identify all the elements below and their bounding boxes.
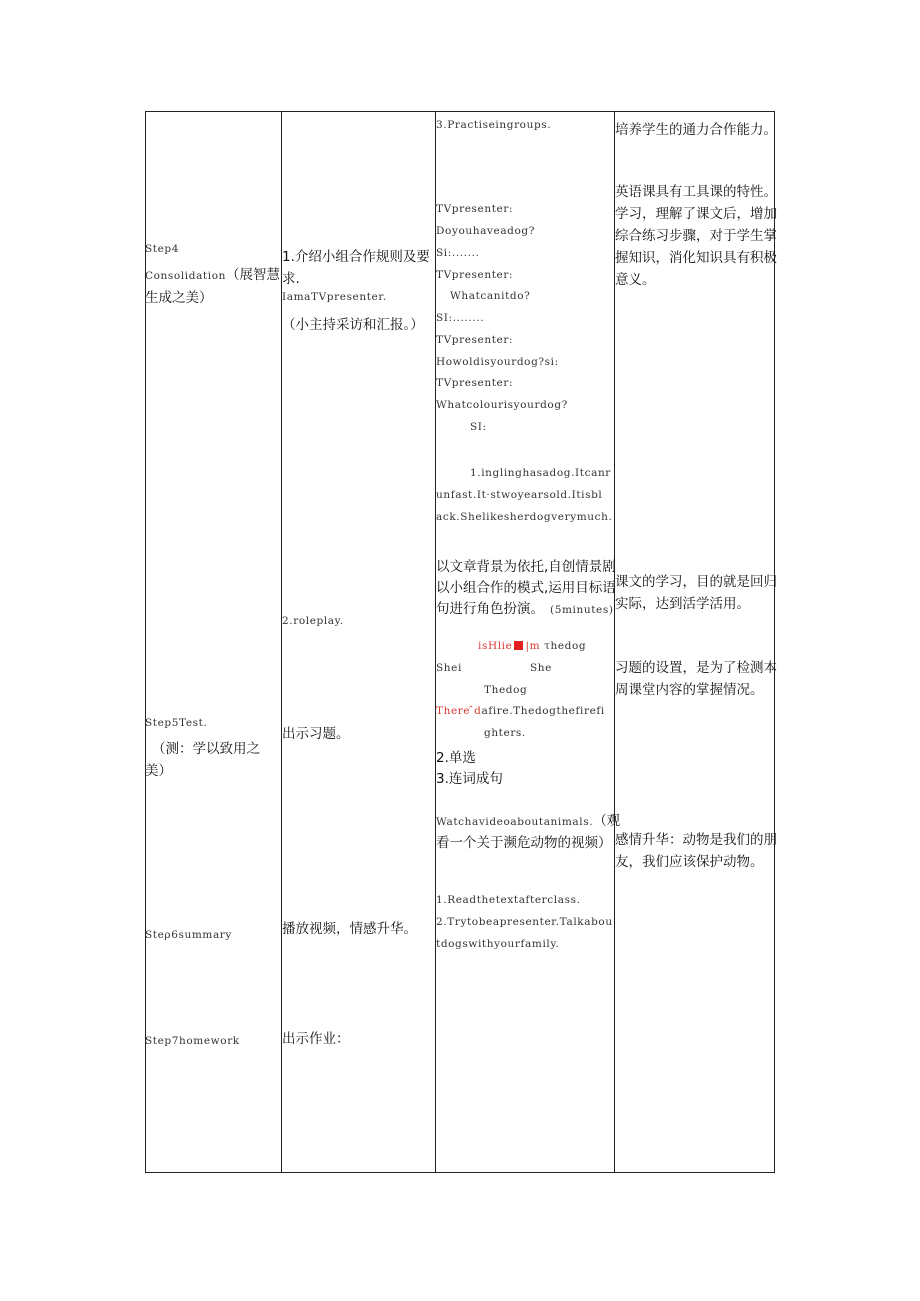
step4-sub-zh-2: 生成之美） bbox=[145, 290, 213, 306]
purpose-text: 学习，理解了课文后，增加 bbox=[615, 206, 777, 222]
step5-sub-zh-2: 美） bbox=[145, 763, 172, 779]
homework-line: 2.Trytobeapresenter.Talkabou bbox=[436, 916, 613, 928]
purpose-text: 意义。 bbox=[615, 272, 656, 288]
presenter-line: IamaTVpresenter. bbox=[282, 291, 387, 303]
purpose-text: 综合练习步骤，对于学生掌 bbox=[615, 228, 777, 244]
intro-line-1 bbox=[282, 245, 430, 265]
dialogue-line: SI: bbox=[470, 421, 487, 433]
passage-line: 1.inglinghasadog.Itcanr bbox=[470, 467, 611, 479]
step5-sub-zh: （测：学以致用之 bbox=[152, 741, 260, 757]
step4-title: Step4 bbox=[145, 243, 180, 255]
passage-line: unfast.It·stwoyearsold.Itisbl bbox=[436, 489, 603, 501]
dialogue-line: Si:....... bbox=[436, 247, 480, 259]
homework-label: 出示作业： bbox=[282, 1031, 350, 1047]
purpose-text: 友，我们应该保护动物。 bbox=[615, 854, 764, 870]
video-desc-zh: （观 bbox=[593, 813, 621, 829]
step7-title: Step7homework bbox=[145, 1035, 240, 1047]
exercise-thedog: Thedog bbox=[484, 684, 528, 696]
purpose-text: 握知识，消化知识具有积极 bbox=[615, 250, 777, 266]
dialogue-line: Whatcanitdo? bbox=[450, 290, 531, 302]
intro-line-2: 求. bbox=[282, 271, 300, 287]
dialogue-line: TVpresenter: bbox=[436, 334, 514, 346]
roleplay-time: (5minutes) bbox=[550, 604, 614, 616]
exercise-sentence: 3.连词成句 bbox=[436, 771, 503, 787]
step5-title: Step5Test. bbox=[145, 717, 208, 729]
video-desc-zh-2: 看一个关于濒危动物的视频） bbox=[436, 835, 612, 851]
roleplay-desc: 以小组合作的模式,运用目标语 bbox=[436, 580, 616, 596]
exercise-she-a: Shei bbox=[436, 662, 462, 674]
step4-subtitle bbox=[145, 263, 280, 283]
video-desc-line-1 bbox=[436, 809, 620, 829]
exercise-red-text: isHlie bbox=[478, 640, 513, 652]
intro-text: 1.介绍小组合作规则及要 bbox=[282, 249, 430, 265]
exercise-choice: 2.单选 bbox=[436, 750, 476, 766]
exercise-line-1 bbox=[478, 640, 586, 652]
exercise-she-b: She bbox=[530, 662, 552, 674]
dialogue-line: TVpresenter: bbox=[436, 377, 514, 389]
video-desc-en: Watchavideoaboutanimals. bbox=[436, 816, 594, 828]
purpose-text: 感情升华：动物是我们的朋 bbox=[615, 832, 777, 848]
passage-line: ack.Shelikesherdogverymuch. bbox=[436, 511, 613, 523]
dialogue-line: SI:........ bbox=[436, 312, 485, 324]
purpose-text: 英语课具有工具课的特性。 bbox=[615, 184, 777, 200]
dialogue-line: Howoldisyourdog?si: bbox=[436, 356, 559, 368]
intro-line-3: （小主持采访和汇报。） bbox=[282, 317, 424, 333]
dialogue-line: Doyouhaveadog? bbox=[436, 225, 535, 237]
dialogue-line: Whatcolourisyourdog? bbox=[436, 399, 568, 411]
purpose-text: 周课堂内容的掌握情况。 bbox=[615, 682, 764, 698]
roleplay-desc: 以文章背景为依托,自创情景剧 bbox=[436, 559, 616, 575]
dialogue-line: TVpresenter: bbox=[436, 269, 514, 281]
purpose-text: 习题的设置，是为了检测本 bbox=[615, 660, 777, 676]
purpose-text: 课文的学习，目的就是回归 bbox=[615, 574, 777, 590]
roleplay-label: 2.roleplay. bbox=[282, 615, 344, 627]
step4-sub-en: Consolidation bbox=[145, 270, 226, 282]
exercise-text: τhedog bbox=[544, 640, 587, 652]
dialogue-line: TVpresenter: bbox=[436, 203, 514, 215]
homework-line: 1.Readthetextafterclass. bbox=[436, 894, 581, 906]
exercise-red-text: There ̂d bbox=[436, 705, 482, 717]
exercise-fire-line bbox=[436, 705, 605, 717]
exercise-label: 出示习题。 bbox=[282, 726, 350, 742]
exercise-red-text: |m bbox=[525, 640, 541, 652]
red-square-mark bbox=[514, 641, 523, 650]
roleplay-desc: 句进行角色扮演。 bbox=[436, 601, 544, 617]
purpose-text: 培养学生的通力合作能力。 bbox=[615, 122, 777, 138]
practise-line: 3.Practiseingroups. bbox=[436, 119, 552, 131]
roleplay-desc-line3 bbox=[436, 597, 614, 617]
purpose-text: 实际，达到活学活用。 bbox=[615, 596, 750, 612]
step6-title: Steρ6summary bbox=[145, 929, 232, 941]
exercise-ghters: ghters. bbox=[484, 727, 526, 739]
exercise-text: afire.Thedogthefirefi bbox=[481, 705, 605, 717]
homework-line: tdogswithyourfamily. bbox=[436, 938, 560, 950]
video-label: 播放视频，情感升华。 bbox=[282, 921, 417, 937]
step4-sub-zh: （展智慧 bbox=[226, 267, 280, 283]
